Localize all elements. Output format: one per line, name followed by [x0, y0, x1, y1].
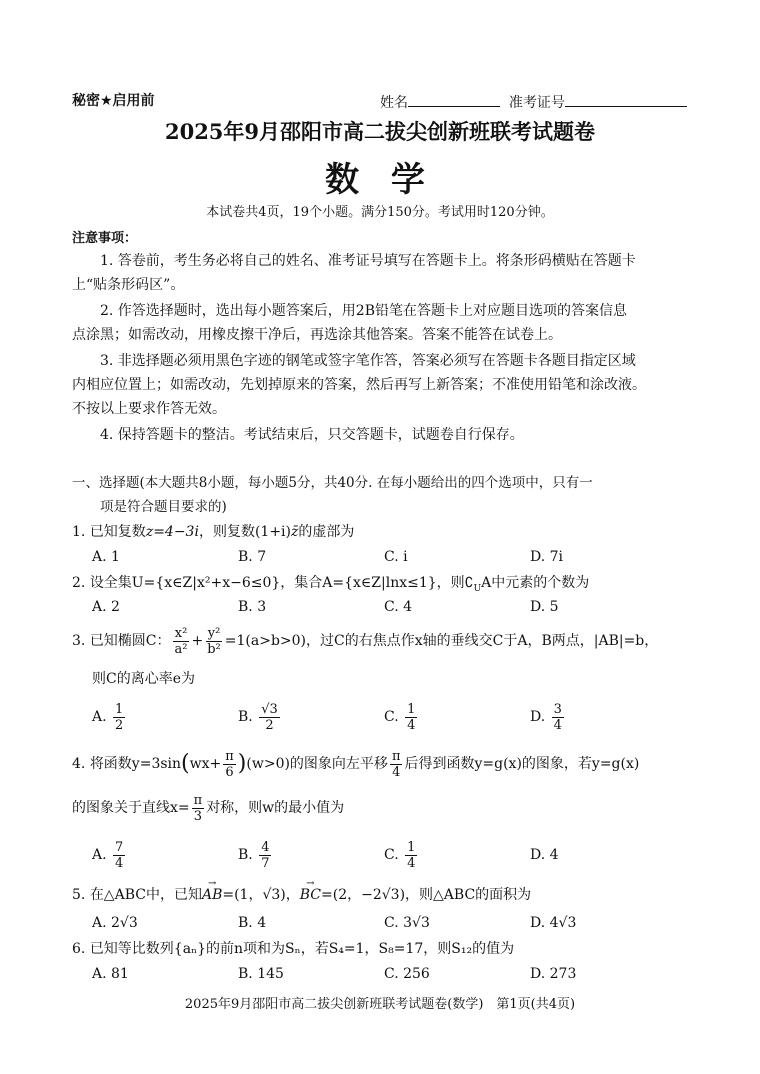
fraction: $\frac{\text{y²}}{\text{b²}}$: [207, 625, 221, 657]
note-line: 点涂黑；如需改动，用橡皮擦干净后，再选涂其他答案。答案不能答在试卷上。: [72, 327, 562, 343]
q3-text-mid: =1(a>b>0)，过C的右焦点作x轴的垂线交C于A，B两点，|AB|=b，: [224, 633, 659, 649]
q4-text-post: 后得到函数y=g(x)的图象，若y=g(x): [404, 756, 640, 772]
vector-bc: → BC: [300, 886, 321, 904]
question-number: 4.: [72, 756, 86, 772]
exam-info: 本试卷共4页，19个小题。满分150分。考试用时120分钟。: [206, 205, 554, 220]
option-b: B. 3: [238, 599, 267, 615]
question-4-cont: 的图象关于直线x= $\frac{\pi}{3}$ 对称，则w的最小值为: [72, 792, 345, 824]
option-b: B. 145: [238, 966, 284, 982]
fraction: $\frac{\pi}{3}$: [193, 792, 203, 824]
option-d: D. 273: [530, 966, 577, 982]
option-b: B. $\frac{√3}{2}$: [238, 701, 278, 733]
q5-text: 在△ABC中，已知: [89, 887, 202, 903]
option-a: A. 1: [92, 549, 120, 565]
question-4: 4. 将函数y=3sin(wx+ $\frac{\pi}{6}$ )(w>0)的图象向左平移 $\frac{\pi}{4}$ 后得到函数y=g(x)的图象，若y=g(x): [72, 748, 640, 780]
fraction: $\frac{\text{x²}}{\text{a²}}$: [174, 625, 188, 657]
note-line: 1. 答卷前，考生务必将自己的姓名、准考证号填写在答题卡上。将条形码横贴在答题卡: [100, 253, 636, 269]
section-heading-cont: 项是符合题目要求的): [100, 499, 227, 515]
option-c: C. i: [384, 549, 408, 565]
option-d: D. 5: [530, 599, 559, 615]
q3-text: 已知椭圆C：: [89, 633, 171, 649]
id-blank: [565, 92, 687, 107]
option-a: A. $\frac{1}{2}$: [92, 701, 124, 733]
q2-text: 设全集U={x∈Z|x²+x−6≤0}，集合A={x∈Z|lnx≤1}，则∁: [89, 575, 474, 591]
page-footer: 2025年9月邵阳市高二拔尖创新班联考试题卷(数学) 第1页(共4页): [184, 997, 576, 1012]
question-number: 3.: [72, 633, 86, 649]
option-c: C. $\frac{1}{4}$: [384, 839, 416, 871]
option-a: A. $\frac{7}{4}$: [92, 839, 124, 871]
question-number: 2.: [72, 575, 86, 591]
question-3-cont: 则C的离心率e为: [92, 671, 195, 687]
option-d: D. 7i: [530, 549, 564, 565]
exam-title: 2025年9月邵阳市高二拔尖创新班联考试题卷: [164, 119, 596, 144]
option-b: B. 7: [238, 549, 267, 565]
q1-z: z=4−3i: [145, 524, 199, 540]
question-6: [72, 940, 514, 958]
option-b: B. $\frac{4}{7}$: [238, 839, 270, 871]
q4-text-mid: (w>0)的图象向左平移: [246, 756, 388, 772]
id-label: 准考证号: [508, 95, 565, 111]
question-5: 5. 在△ABC中，已知→ AB=(1，√3)，→ BC=(2，−2√3)，则△ABC的面积为: [72, 886, 531, 904]
question-3: 3. 已知椭圆C： $\frac{\text{x²}}{\text{a²}}$ + $\frac{\text{y²}}{\text{b²}}$ =1(a>b>0)，过C的右焦点作x轴的垂线交C于A，B两点，|AB|=b，: [72, 625, 659, 657]
question-1: [72, 523, 354, 541]
option-d: D. $\frac{3}{4}$: [530, 701, 562, 733]
option-c: C. 4: [384, 599, 413, 615]
note-line: 上“贴条形码区”。: [72, 277, 185, 293]
q1-text: 已知复数: [89, 524, 146, 540]
option-d: D. 4: [530, 847, 559, 863]
q1-zbar: z̄: [291, 524, 299, 540]
q2-sub: U: [473, 583, 482, 594]
notes-title: 注意事项：: [72, 231, 138, 246]
name-field: [380, 92, 687, 112]
option-b: B. 4: [238, 915, 267, 931]
option-d: D. 4√3: [530, 915, 577, 931]
note-line: 3. 非选择题必须用黑色字迹的钢笔或签字笔作答，答案必须写在答题卡各题目指定区域: [100, 353, 636, 369]
name-blank: [408, 92, 500, 107]
secret-label: 秘密★启用前: [72, 93, 155, 109]
vector-ab: → AB: [202, 886, 222, 904]
question-number: 6.: [72, 941, 86, 957]
q4-text: 将函数y=3sin: [89, 756, 182, 772]
q1-text-mid: ，则复数(1+i): [198, 524, 291, 540]
question-number: 5.: [72, 887, 86, 903]
note-line: 2. 作答选择题时，选出每小题答案后，用2B铅笔在答题卡上对应题目选项的答案信息: [100, 303, 628, 319]
q1-text-post: 的虚部为: [298, 524, 355, 540]
section-heading: 一、选择题(本大题共8小题，每小题5分，共40分. 在每小题给出的四个选项中，只有一: [72, 475, 593, 491]
question-number: 1.: [72, 524, 86, 540]
name-label: 姓名: [380, 95, 408, 111]
subject-title: 数 学: [325, 160, 435, 200]
option-c: C. 3√3: [384, 915, 430, 931]
fraction: $\frac{\pi}{4}$: [391, 748, 401, 780]
note-line: 内相应位置上；如需改动，先划掉原来的答案，然后再写上新答案；不准使用铅笔和涂改液。: [72, 377, 646, 393]
option-a: A. 2√3: [92, 915, 138, 931]
option-c: C. 256: [384, 966, 430, 982]
q2-text-post: A中元素的个数为: [481, 575, 590, 591]
note-line: 4. 保持答题卡的整洁。考试结束后，只交答题卡，试题卷自行保存。: [100, 427, 524, 443]
note-line: 不按以上要求作答无效。: [72, 401, 226, 417]
question-2: [72, 574, 589, 592]
q6-text: 已知等比数列{aₙ}的前n项和为Sₙ，若S₄=1，S₈=17，则S₁₂的值为: [89, 941, 515, 957]
option-c: C. $\frac{1}{4}$: [384, 701, 416, 733]
fraction: $\frac{\pi}{6}$: [225, 748, 234, 780]
option-a: A. 81: [92, 966, 129, 982]
option-a: A. 2: [92, 599, 120, 615]
